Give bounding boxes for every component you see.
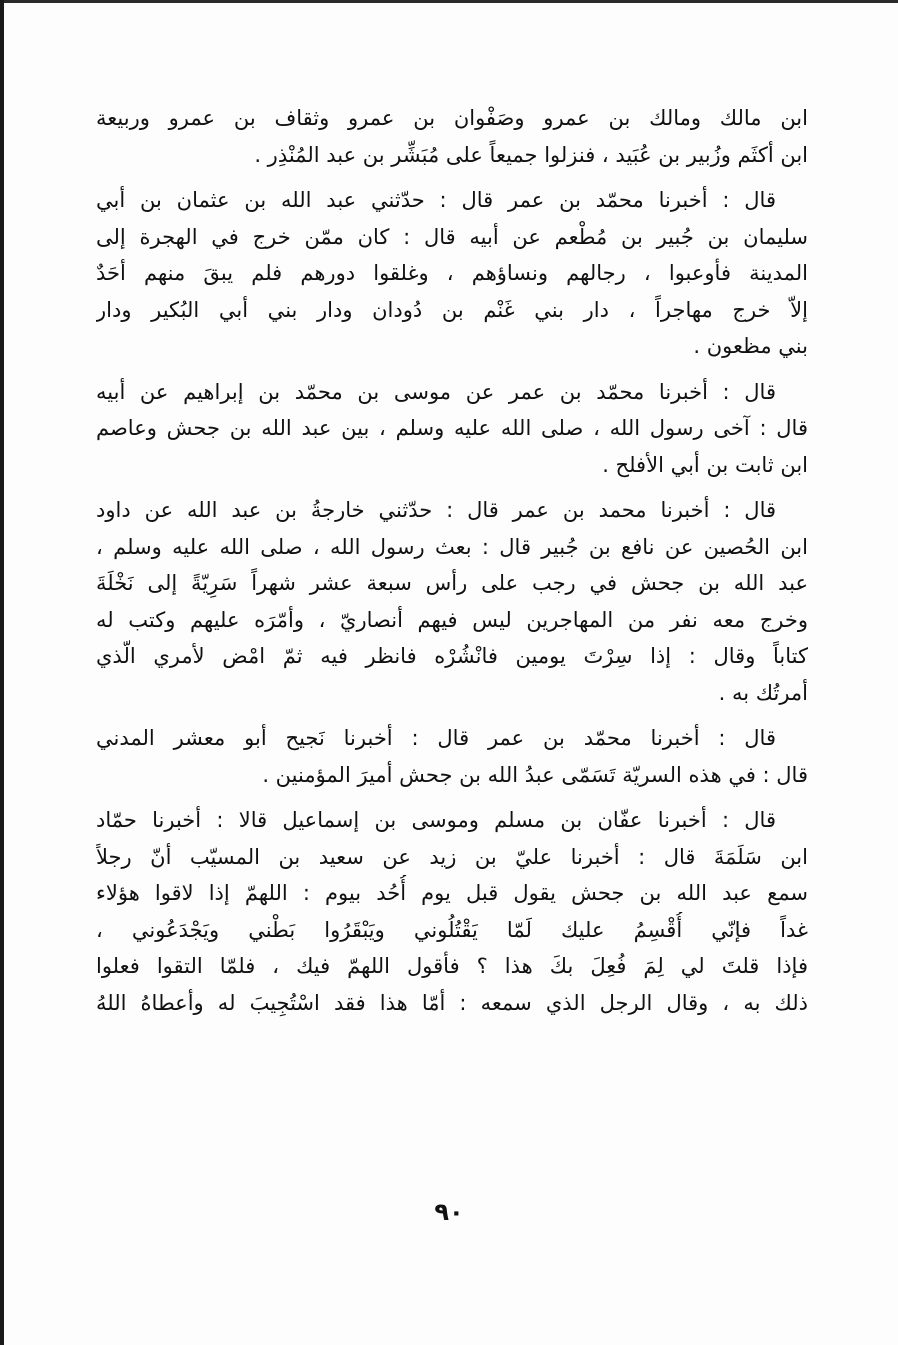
page-number: ٩٠ <box>434 1198 464 1226</box>
text-line: فإذا قلتَ لي لِمَ فُعِلَ بكَ هذا ؟ فأقول اللهمّ فيك ، فلمّا التقوا فعلوا <box>96 954 808 978</box>
scan-edge-left <box>0 0 4 1345</box>
text-line: كتاباً وقال : إذا سِرْتَ يومين فانْشُرْه فانظر فيه ثمّ امْض لأمري الّذي <box>96 644 808 668</box>
text-line: قال : أخبرنا محمّد بن عمر قال : أخبرنا نَجيح أبو معشر المدني <box>96 726 776 750</box>
text-line: ابن مالك ومالك بن عمرو وصَفْوان بن عمرو وثقاف بن عمرو وربيعة <box>96 106 808 130</box>
text-line: وخرج معه نفر من المهاجرين ليس فيهم أنصاريّ ، وأمّرَه عليهم وكتب له <box>96 607 808 632</box>
text-line: إلاّ خرج مهاجراً ، دار بني غَنْم بن دُودان ودار بني أبي البُكير ودار <box>96 297 808 322</box>
text-line: قال : أخبرنا محمّد بن عمر عن موسى بن محمّد بن إبراهيم عن أبيه <box>96 379 776 404</box>
paragraph-4 <box>96 492 808 711</box>
scan-edge-top <box>0 0 898 3</box>
text-line: قال : في هذه السريّة تَسَمّى عبدُ الله بن جحش أميرَ المؤمنين . <box>262 762 808 787</box>
text-line: سليمان بن جُبير بن مُطْعم عن أبيه قال : كان ممّن خرج في الهجرة إلى <box>96 224 808 249</box>
text-line: ابن ثابت بن أبي الأفلح . <box>602 452 808 477</box>
paragraph-2 <box>96 182 808 365</box>
text-line: غداً فإنّي أُقْسِمُ عليك لَمّا يَقْتُلُوني ويَبْقَرُوا بَطْني ويَجْدَعُوني ، <box>96 917 808 942</box>
text-line: سمع عبد الله بن جحش يقول قبل يوم أُحُد بيوم : اللهمّ إذا لاقوا هؤلاء <box>96 881 808 905</box>
text-line: ذلك به ، وقال الرجل الذي سمعه : أمّا هذا فقد اسْتُجِيبَ له وأعطاهُ اللهُ <box>96 990 808 1015</box>
text-line: ابن سَلَمَةَ قال : أخبرنا عليّ بن زيد عن سعيد بن المسيّب أنّ رجلاً <box>96 844 808 869</box>
paragraph-3 <box>96 374 808 484</box>
body-text <box>96 100 808 1030</box>
text-line: أمرتُك به . <box>718 680 808 705</box>
text-line: بني مظعون . <box>693 334 808 358</box>
paragraph-5 <box>96 720 808 793</box>
paragraph-6 <box>96 802 808 1021</box>
text-line: قال : آخى رسول الله ، صلى الله عليه وسلم ، بين عبد الله بن جحش وعاصم <box>96 416 808 440</box>
text-line: ابن أكثَم وزُبير بن عُبَيد ، فنزلوا جميعاً على مُبَشِّر بن عبد المُنْذِر . <box>254 142 808 167</box>
text-line: المدينة فأوعبوا ، رجالهم ونساؤهم ، وغلقوا دورهم فلم يبقَ منهم أحَدٌ <box>96 261 808 285</box>
text-line: قال : أخبرنا محمد بن عمر قال : حدّثني خارجةُ بن عبد الله عن داود <box>96 498 776 522</box>
text-line: ابن الحُصين عن نافع بن جُبير قال : بعث رسول الله ، صلى الله عليه وسلم ، <box>96 534 808 559</box>
text-line: قال : أخبرنا عفّان بن مسلم وموسى بن إسماعيل قالا : أخبرنا حمّاد <box>96 808 776 832</box>
paragraph-1 <box>96 100 808 173</box>
text-line: عبد الله بن جحش في رجب على رأس سبعة عشر شهراً سَرِيّةً إلى نَخْلَةَ <box>96 571 808 595</box>
text-line: قال : أخبرنا محمّد بن عمر قال : حدّثني عبد الله بن عثمان بن أبي <box>96 188 776 212</box>
